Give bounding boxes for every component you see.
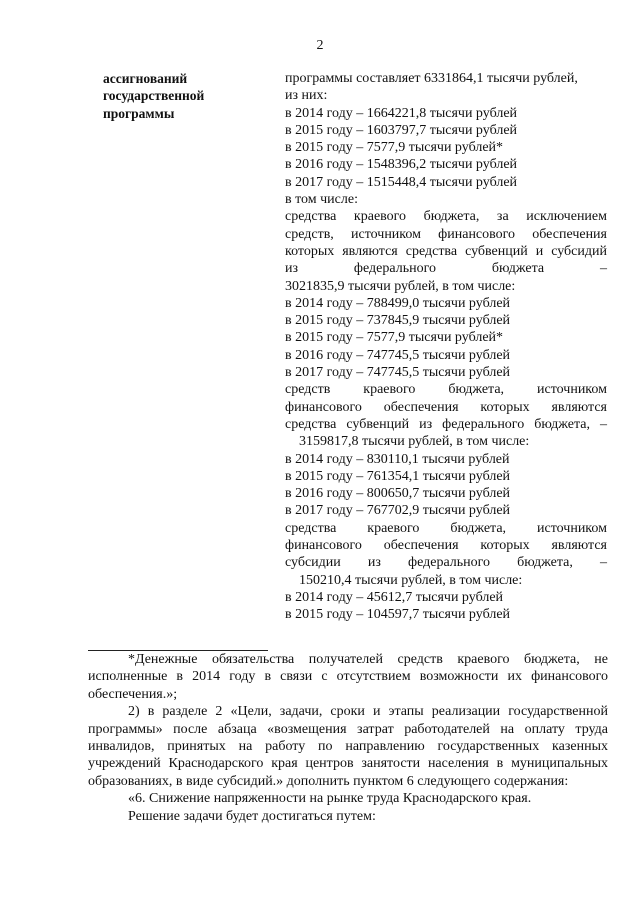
year-line: в 2014 году – 830110,1 тысячи рублей	[285, 451, 510, 467]
value-line: из них:	[285, 88, 328, 104]
value-line: программы составляет 6331864,1 тысячи рублей,	[285, 71, 578, 86]
row-label-line: ассигнований	[103, 71, 188, 86]
value-line: финансового обеспечения которых являются	[285, 399, 607, 415]
value-line: 150210,4 тысячи рублей, в том числе:	[299, 572, 523, 588]
row-label	[103, 70, 273, 122]
year-line: в 2016 году – 800650,7 тысячи рублей	[285, 486, 511, 502]
year-line: в 2015 году – 1603797,7 тысячи рублей	[285, 122, 518, 138]
value-line: которых являются средства субвенций и субсидий	[285, 243, 607, 259]
year-line: в 2015 году – 104597,7 тысячи рублей	[285, 607, 511, 623]
year-line: в 2015 году – 7577,9 тысячи рублей*	[285, 330, 504, 346]
value-line: из федерального бюджета –	[285, 261, 607, 277]
value-line: финансового обеспечения которых являются	[285, 538, 607, 554]
year-line: в 2017 году – 767702,9 тысячи рублей	[285, 503, 511, 519]
value-line: средств, источником финансового обеспечения	[285, 226, 607, 242]
value-line: средств краевого бюджета, источником	[285, 382, 607, 398]
value-line: 3159817,8 тысячи рублей, в том числе:	[299, 434, 530, 450]
year-line: в 2017 году – 747745,5 тысячи рублей	[285, 365, 511, 381]
row-value	[285, 70, 607, 624]
row-label-line: государственной	[103, 88, 205, 104]
page-number: 2	[316, 38, 324, 53]
value-line: средства краевого бюджета, источником	[285, 520, 607, 536]
value-line: субсидии из федерального бюджета, –	[285, 555, 607, 571]
year-line: в 2014 году – 788499,0 тысячи рублей	[285, 295, 511, 311]
value-line: средства краевого бюджета, за исключением	[285, 209, 607, 225]
year-line: в 2014 году – 1664221,8 тысячи рублей	[285, 105, 518, 121]
value-line: 3021835,9 тысячи рублей, в том числе:	[285, 278, 516, 294]
year-line: в 2015 году – 761354,1 тысячи рублей	[285, 468, 511, 484]
value-line: средства субвенций из федерального бюджета, –	[285, 416, 607, 432]
row-label-line: программы	[103, 105, 175, 121]
quoted-item-heading: «6. Снижение напряженности на рынке труда Краснодарского края.	[128, 791, 532, 807]
year-line: в 2016 году – 747745,5 тысячи рублей	[285, 347, 511, 363]
year-line: в 2017 году – 1515448,4 тысячи рублей	[285, 174, 518, 190]
year-line: в 2014 году – 45612,7 тысячи рублей	[285, 589, 504, 605]
year-line: в 2015 году – 7577,9 тысячи рублей*	[285, 140, 504, 156]
year-line: в 2016 году – 1548396,2 тысячи рублей	[285, 157, 518, 173]
amendment-paragraph: 2) в разделе 2 «Цели, задачи, сроки и этапы реализации государственной программы» после абзаца «возмещения затрат работодателей на оплату труда инвалидов, принятых на работу по направлению государственных казенных учреждений Краснодарского края центров занятости населения в муниципальных образованиях, в виде субсидий.» дополнить пунктом 6 следующего содержания:	[88, 704, 608, 789]
value-line: в том числе:	[285, 192, 358, 208]
footnote: *Денежные обязательства получателей средств краевого бюджета, не исполненные в 2014 году в связи с отсутствием возможности их финансового обеспечения.»;	[88, 652, 608, 702]
document-body	[88, 651, 608, 825]
quoted-item-text: Решение задачи будет достигаться путем:	[128, 808, 376, 824]
year-line: в 2015 году – 737845,9 тысячи рублей	[285, 313, 511, 329]
